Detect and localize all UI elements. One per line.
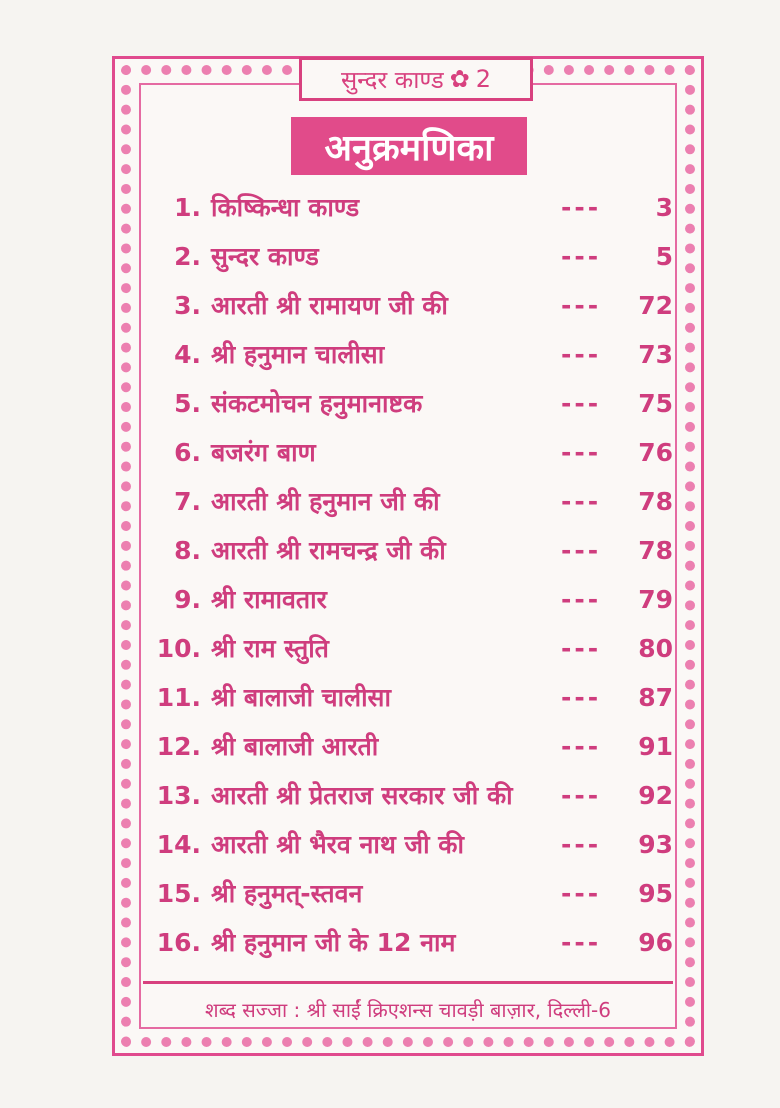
toc-entry [153,334,673,374]
toc-entry-label: श्री बालाजी आरती [211,732,379,761]
toc-entry-label: सुन्दर काण्ड [211,242,319,271]
toc-entry-page: 93 [638,829,673,859]
toc-entry-leader: --- [561,633,602,663]
toc-entry-page: 79 [638,584,673,614]
toc-entry-label: आरती श्री रामचन्द्र जी की [211,536,446,565]
toc-entry-leader: --- [561,731,602,761]
flower-icon: ✿ [449,65,470,93]
toc-entry-label: आरती श्री भैरव नाथ जी की [211,830,464,859]
toc-entry-page: 73 [638,339,673,369]
page-title: अनुक्रमणिका [291,117,527,175]
toc-entry-page: 78 [638,486,673,516]
toc-entry-leader: --- [561,290,602,320]
toc-entry [153,481,673,521]
toc-entry-leader: --- [561,437,602,467]
toc-entry-leader: --- [561,535,602,565]
toc-entry [153,579,673,619]
toc-entry-page: 87 [638,682,673,712]
toc-entry [153,824,673,864]
toc-entry-page: 95 [638,878,673,908]
toc-entry-leader: --- [561,682,602,712]
toc-entry-number: 4. [174,339,201,369]
toc-entry-label: आरती श्री प्रेतराज सरकार जी की [211,781,513,810]
toc-entry-label: आरती श्री हनुमान जी की [211,487,440,516]
toc-entry [153,432,673,472]
toc-entry [153,628,673,668]
toc-entry-number: 16. [156,927,201,957]
toc-entry-page: 96 [638,927,673,957]
toc-entry-label: श्री हनुमान जी के 12 नाम [211,928,456,957]
toc-entry-number: 13. [156,780,201,810]
toc-entry-number: 6. [174,437,201,467]
toc-entry-label: श्री हनुमत्-स्तवन [211,879,363,908]
toc-entry-page: 78 [638,535,673,565]
toc-entry-number: 11. [156,682,201,712]
toc-entry-label: संकटमोचन हनुमानाष्टक [211,389,423,418]
toc-entry [153,285,673,325]
toc-entry-label: श्री बालाजी चालीसा [211,683,391,712]
toc-entry-number: 2. [174,241,201,271]
toc-entry-page: 75 [638,388,673,418]
toc-entry [153,922,673,962]
toc-entry-leader: --- [561,192,602,222]
toc-entry-number: 5. [174,388,201,418]
running-header [299,57,533,101]
toc-entry-number: 10. [156,633,201,663]
toc-entry-leader: --- [561,584,602,614]
toc-entry-label: आरती श्री रामायण जी की [211,291,448,320]
toc-entry-page: 91 [638,731,673,761]
toc-entry-leader: --- [561,927,602,957]
toc-entry-leader: --- [561,388,602,418]
decorative-page-border [112,56,704,1056]
toc-entry [153,530,673,570]
toc-entry-number: 7. [174,486,201,516]
toc-entry-label: श्री हनुमान चालीसा [211,340,385,369]
toc-entry-leader: --- [561,486,602,516]
header-page-number: 2 [475,65,492,93]
toc-entry-page: 92 [638,780,673,810]
toc-entry-page: 80 [638,633,673,663]
toc-entry [153,187,673,227]
toc-entry [153,383,673,423]
footer-credit: शब्द सज्जा : श्री साईं क्रिएशन्स चावड़ी बाज़ार, दिल्ली-6 [204,997,612,1022]
toc-entry-number: 9. [174,584,201,614]
toc-entry-number: 8. [174,535,201,565]
toc-entry-number: 14. [156,829,201,859]
toc-entry-number: 12. [156,731,201,761]
toc-entry [153,873,673,913]
toc-entry-page: 72 [638,290,673,320]
toc-entry-leader: --- [561,829,602,859]
toc-entry-label: किष्किन्धा काण्ड [211,193,360,222]
toc-entry-leader: --- [561,339,602,369]
toc-entry-number: 15. [156,878,201,908]
toc-entry-page: 76 [638,437,673,467]
toc-entry-number: 1. [174,192,201,222]
toc-entry-leader: --- [561,780,602,810]
toc-entry [153,677,673,717]
toc-entry [153,775,673,815]
header-book-title: सुन्दर काण्ड [340,65,444,94]
footer-divider [143,981,673,984]
toc-entry-leader: --- [561,241,602,271]
toc-entry-label: श्री राम स्तुति [211,634,329,663]
toc-entry-number: 3. [174,290,201,320]
toc-entry-label: बजरंग बाण [211,438,316,467]
toc-entry [153,236,673,276]
toc-entry-page: 5 [655,241,673,271]
toc-entry-leader: --- [561,878,602,908]
toc-entry-label: श्री रामावतार [211,585,327,614]
toc-entry-page: 3 [655,192,673,222]
toc-entry [153,726,673,766]
